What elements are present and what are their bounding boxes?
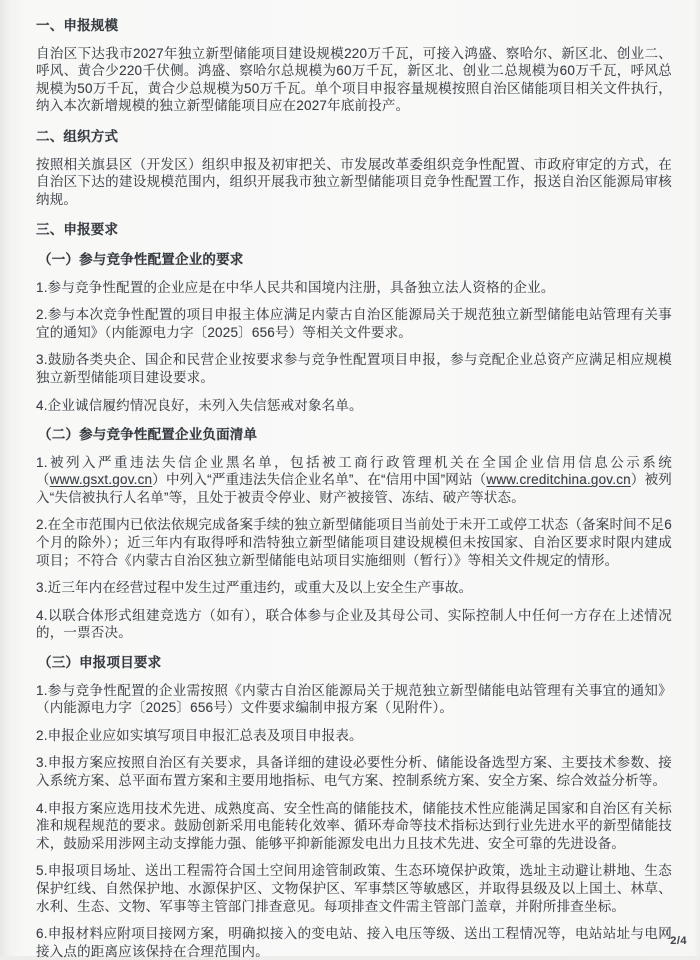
- negative-list-item-1: [36, 454, 672, 507]
- subsection-heading-project-requirements: （三）申报项目要求: [38, 655, 162, 671]
- project-requirement-item-2: 2.申报企业应如实填写项目申报汇总表及项目申报表。: [36, 727, 363, 743]
- enterprise-requirement-item-4: 4.企业诚信履约情况良好，未列入失信惩戒对象名单。: [36, 397, 363, 413]
- document-content: [36, 4, 672, 960]
- negative-list-item-4: 4.以联合体形式组建竞选方（如有），联合体参与企业及其母公司、实际控制人中任何一方存在上述情况的，一票否决。: [36, 607, 672, 641]
- project-requirement-item-1: 1.参与竞争性配置的企业需按照《内蒙古自治区能源局关于规范独立新型储能电站管理有关事宜的通知》（内能源电力字〔2025〕656号）文件要求编制申报方案（见附件）。: [36, 682, 672, 716]
- gsxt-link[interactable]: www.gsxt.gov.cn: [49, 472, 153, 488]
- creditchina-link[interactable]: www.creditchina.gov.cn: [486, 472, 631, 488]
- subsection-heading-enterprise-requirements: （一）参与竞争性配置企业的要求: [38, 251, 244, 267]
- enterprise-requirement-item-3: 3.鼓励各类央企、国企和民营企业按要求参与竞争性配置项目申报，参与竞配企业总资产应满足相应规模独立新型储能项目建设要求。: [36, 352, 672, 385]
- negative-list-item-3: 3.近三年内在经营过程中发生过严重违约，或重大及以上安全生产事故。: [36, 580, 473, 596]
- page-number: 2/4: [670, 935, 687, 947]
- section-heading-organization-method: 二、组织方式: [36, 128, 119, 144]
- subsection-heading-negative-list: （二）参与竞争性配置企业负面清单: [38, 427, 258, 443]
- negative-list-item-2: 2.在全市范围内已依法依规完成备案手续的独立新型储能项目当前处于未开工或停工状态（备案时间不足6个月的除外）；近三年内有取得呼和浩特独立新型储能项目建设规模但未按国家、自治区要求时限内建成项目；不符合《内蒙古自治区独立新型储能电站项目实施细则（暂行）》等相关文件规定的情形。: [36, 517, 672, 568]
- project-requirement-item-4: 4.申报方案应选用技术先进、成熟度高、安全性高的储能技术，储能技术性应能满足国家和自治区有关标准和规程规范的要求。鼓励创新采用电能转化效率、循环寿命等技术指标达到行业先进水平的新型储能技术，鼓励采用涉网主动支撑能力强、能够平抑新能源发电出力且技术先进、安全可靠的先进设备。: [36, 800, 672, 851]
- negative-list-item-1-text: ）被列入“失信被执行人名单”等，且处于被责令停业、财产被接管、冻结、破产等状态。: [36, 472, 673, 505]
- project-requirement-item-3: 3.申报方案应按照自治区有关要求，具备详细的建设必要性分析、储能设备选型方案、主要技术参数、接入系统方案、总平面布置方案和主要用地指标、电气方案、控制系统方案、安全方案、综合效益分析等。: [36, 755, 672, 788]
- project-requirement-item-5: 5.申报项目场址、送出工程需符合国土空间用途管制政策、生态环境保护政策，选址主动避让耕地、生态保护红线、自然保护地、水源保护区、文物保护区、军事禁区等敏感区，并取得县级及以上国土、林草、水利、生态、文物、军事等主管部门排查意见。每项排查文件需主管部门盖章，并附所排查坐标。: [36, 863, 672, 914]
- paragraph-application-scale: 自治区下达我市2027年独立新型储能项目建设规模220万千瓦，可接入鸿盛、察哈尔、新区北、创业二、呼风、黄合少220千伏侧。鸿盛、察哈尔总规模为60万千瓦，新区北、创业二总规模为60万千瓦，呼风总规模为50万千瓦，黄合少总规模为50万千瓦。单个项目申报容量规模按照自治区储能项目相关文件执行，纳入本次新增规模的独立新型储能项目应在2027年底前投产。: [36, 45, 672, 114]
- paragraph-organization-method: 按照相关旗县区（开发区）组织申报及初审把关、市发展改革委组织竞争性配置、市政府审定的方式，在自治区下达的建设规模范围内，组织开展我市独立新型储能项目竞争性配置工作，报送自治区能源局审核纳规。: [36, 156, 672, 207]
- section-heading-application-scale: 一、申报规模: [36, 18, 119, 33]
- section-heading-application-requirements: 三、申报要求: [36, 222, 119, 238]
- negative-list-item-1-text: 1.被列入严重违法失信企业黑名单，包括被工商行政管理机关在全国企业信用信息公示系统（: [36, 454, 672, 488]
- enterprise-requirement-item-1: 1.参与竞争性配置的企业应是在中华人民共和国境内注册，具备独立法人资格的企业。: [36, 279, 555, 295]
- project-requirement-item-6: 6.申报材料应附项目接网方案，明确拟接入的变电站、接入电压等级、送出工程情况等，电站站址与电网接入点的距离应该保持在合理范围内。: [36, 926, 672, 959]
- enterprise-requirement-item-2: 2.参与本次竞争性配置的项目申报主体应满足内蒙古自治区能源局关于规范独立新型储能电站管理有关事宜的通知》（内能源电力字〔2025〕656号）等相关文件要求。: [36, 307, 672, 340]
- negative-list-item-1-text: ）中列入“严重违法失信企业名单”、在“信用中国”网站（: [152, 472, 487, 488]
